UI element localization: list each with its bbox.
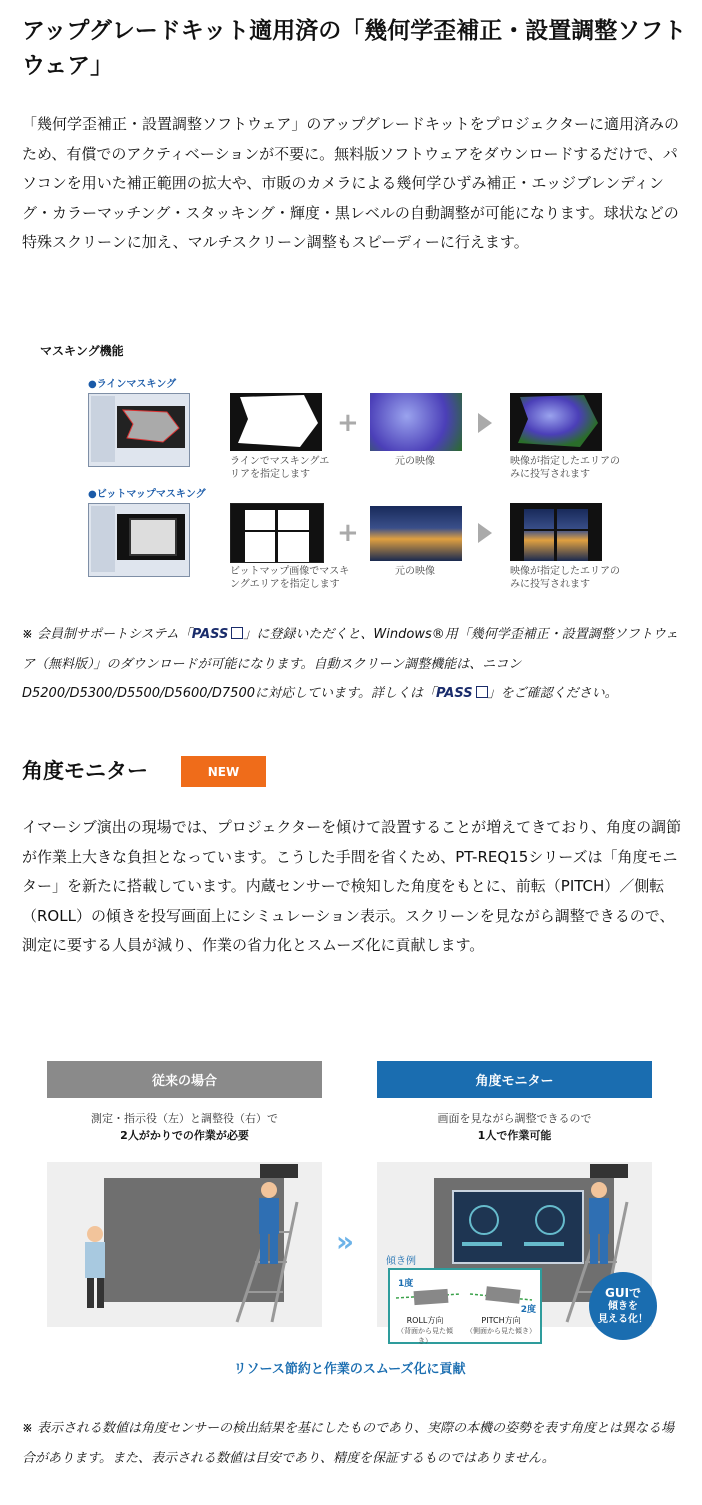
note-pass bbox=[22, 620, 687, 709]
diagram-footer: リソース節約と作業のスムーズ化に貢献 bbox=[233, 1362, 466, 1377]
angle-monitor-header: 角度モニター bbox=[377, 1061, 652, 1098]
bitmap-result-caption: 映像が指定したエリアのみに投写されます bbox=[510, 566, 620, 590]
conventional-caption bbox=[47, 1110, 322, 1144]
deg1-label: 1度 bbox=[398, 1279, 414, 1289]
external-link-icon bbox=[231, 627, 243, 639]
pass-link-2-label: PASS bbox=[435, 686, 473, 701]
conventional-caption-line2: 2人がかりでの作業が必要 bbox=[120, 1129, 249, 1142]
section-title-angle-monitor: 角度モニター bbox=[22, 759, 148, 783]
plus-sign: + bbox=[337, 408, 359, 438]
hydrangea-masked-result bbox=[510, 393, 602, 451]
source-caption: 元の映像 bbox=[395, 456, 435, 467]
line-result-caption: 映像が指定したエリアのみに投写されます bbox=[510, 456, 620, 480]
source-caption-2: 元の映像 bbox=[395, 566, 435, 577]
section-title-software: アップグレードキット適用済の「幾何学歪補正・設置調整ソフトウェア」 bbox=[22, 18, 687, 79]
gui-bubble-line2: 傾きを bbox=[608, 1300, 638, 1312]
roll-label-group bbox=[392, 1316, 458, 1346]
tilt-example-label: 傾き例 bbox=[386, 1256, 416, 1267]
roll-label: ROLL方向 bbox=[406, 1316, 444, 1325]
cityscape-masked-result bbox=[510, 503, 602, 561]
gui-bubble bbox=[589, 1272, 657, 1340]
pass-link-label: PASS bbox=[191, 627, 229, 642]
workers-illustration bbox=[47, 1162, 322, 1327]
gui-bubble-line3: 見える化！ bbox=[598, 1313, 648, 1325]
tilted-projectors bbox=[394, 1284, 534, 1314]
arrow-right-icon-2 bbox=[478, 523, 492, 543]
bitmap-masking-software-screenshot bbox=[88, 503, 190, 577]
gui-bubble-line1: GUIで bbox=[604, 1285, 642, 1300]
cityscape-source-image bbox=[370, 506, 462, 561]
pass-link[interactable] bbox=[192, 627, 244, 642]
line-masking-software-screenshot bbox=[88, 393, 190, 467]
line-masking-label: ●ラインマスキング bbox=[88, 379, 177, 390]
pass-link-2[interactable] bbox=[436, 686, 488, 701]
pitch-label-group bbox=[466, 1316, 536, 1336]
angle-monitor-caption-line2: 1人で作業可能 bbox=[477, 1129, 552, 1142]
hydrangea-source-image bbox=[370, 393, 462, 451]
line-mask-shape bbox=[230, 393, 322, 451]
arrow-right-icon bbox=[478, 413, 492, 433]
section-body-angle-monitor: イマーシブ演出の現場では、プロジェクターを傾けて設置することが増えてきており、角度の調節が作業上大きな負担となっています。こうした手間を省くため、PT-REQ15シリーズは「角度モニター」を新たに搭載しています。内蔵センサーで検知した角度をもとに、前転（PITCH）／側転（ROLL）の傾きを投写画面上にシミュレーション表示。スクリーンを見ながら調整できるので、測定に要する人員が減り、作業の省力化とスムーズ化に貢献します。 bbox=[22, 818, 682, 954]
note-pass-suffix: 」をご確認ください。 bbox=[487, 686, 618, 701]
roll-sub: （背面から見た傾き） bbox=[397, 1327, 453, 1345]
pitch-label: PITCH方向 bbox=[481, 1316, 521, 1325]
angle-monitor-caption bbox=[377, 1110, 652, 1144]
section-body-software: 「幾何学歪補正・設置調整ソフトウェア」のアップグレードキットをプロジェクターに適用済みのため、有償でのアクティベーションが不要に。無料版ソフトウェアをダウンロードするだけで、パソコンを用いた補正範囲の拡大や、市販のカメラによる幾何学ひずみ補正・エッジブレンディング・カラーマッチング・スタッキング・輝度・黒レベルの自動調整が可能になります。球状などの特殊スクリーンに加え、マルチスクリーン調整もスピーディーに行えます。 bbox=[22, 115, 680, 251]
bitmap-mask-caption: ビットマップ画像でマスキングエリアを指定します bbox=[230, 566, 350, 590]
masking-title: マスキング機能 bbox=[40, 344, 124, 358]
line-mask-caption: ラインでマスキングエリアを指定します bbox=[230, 456, 330, 480]
conventional-header: 従来の場合 bbox=[47, 1061, 322, 1098]
double-chevron-right-icon: » bbox=[336, 1225, 355, 1258]
external-link-icon-2 bbox=[476, 686, 488, 698]
bitmap-mask-shape bbox=[230, 503, 324, 563]
conventional-scene bbox=[47, 1162, 322, 1327]
tilt-example-box bbox=[388, 1268, 542, 1344]
conventional-caption-line1: 測定・指示役（左）と調整役（右）で bbox=[91, 1112, 278, 1125]
note-pass-mid: 」に登録いただくと、Windows®用「幾何学歪補正・設置調整ソフトウェア（無料版）」のダウンロードが可能になります。自動スクリーン調整機能は、ニコンD5200/D5300/D5500/D5600/D7500に対応しています。詳しくは「 bbox=[22, 627, 679, 701]
deg2-label: 2度 bbox=[520, 1305, 536, 1315]
bitmap-masking-label: ●ビットマップマスキング bbox=[88, 489, 206, 500]
new-badge: NEW bbox=[181, 756, 266, 787]
pitch-sub: （側面から見た傾き） bbox=[466, 1327, 536, 1335]
note-angle-sensor: ※ 表示される数値は角度センサーの検出結果を基にしたものであり、実際の本機の姿勢を表す角度とは異なる場合があります。また、表示される数値は目安であり、精度を保証するものではありません。 bbox=[22, 1421, 675, 1466]
angle-monitor-caption-line1: 画面を見ながら調整できるので bbox=[437, 1112, 592, 1125]
plus-sign-2: + bbox=[337, 518, 359, 548]
note-pass-prefix: ※ 会員制サポートシステム「 bbox=[22, 627, 192, 642]
